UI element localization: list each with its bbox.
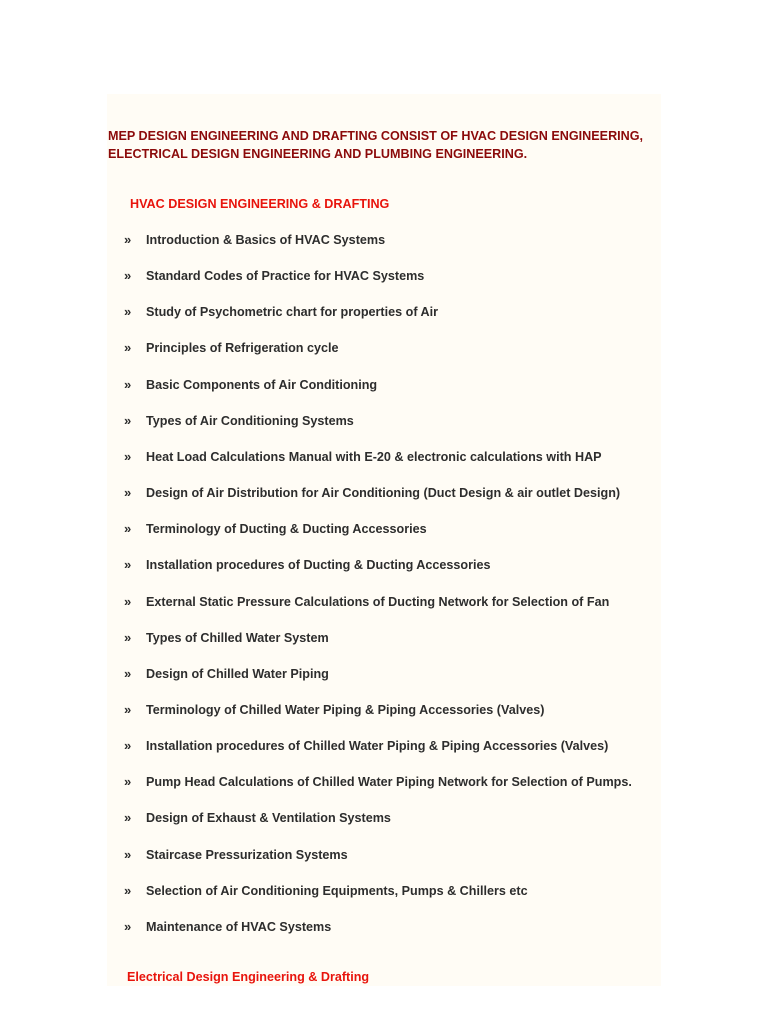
topic-item (124, 809, 391, 827)
hvac-section-heading: HVAC DESIGN ENGINEERING & DRAFTING (130, 197, 390, 211)
topic-label: External Static Pressure Calculations of Ducting Network for Selection of Fan (146, 594, 610, 609)
topic-label: Heat Load Calculations Manual with E-20 & electronic calculations with HAP (146, 449, 602, 464)
topic-item (124, 339, 338, 357)
topic-item (124, 629, 329, 647)
topic-label: Types of Chilled Water System (146, 630, 329, 645)
double-chevron-bullet-icon: » (124, 521, 132, 537)
double-chevron-bullet-icon: » (124, 593, 132, 609)
topic-label: Terminology of Ducting & Ducting Accessories (146, 522, 427, 537)
double-chevron-bullet-icon: » (124, 448, 132, 464)
topic-label: Design of Exhaust & Ventilation Systems (146, 811, 391, 826)
topic-item (124, 412, 354, 430)
double-chevron-bullet-icon: » (124, 376, 132, 392)
double-chevron-bullet-icon: » (124, 810, 132, 826)
double-chevron-bullet-icon: » (124, 882, 132, 898)
double-chevron-bullet-icon: » (124, 232, 132, 247)
double-chevron-bullet-icon: » (124, 702, 132, 717)
topic-item (124, 593, 609, 611)
topic-label: Types of Air Conditioning Systems (146, 413, 354, 428)
topic-label: Maintenance of HVAC Systems (146, 919, 332, 934)
topic-label: Design of Chilled Water Piping (146, 666, 329, 681)
double-chevron-bullet-icon: » (124, 738, 132, 754)
topic-item (124, 882, 528, 900)
topic-label: Principles of Refrigeration cycle (146, 341, 339, 356)
double-chevron-bullet-icon: » (124, 629, 132, 645)
double-chevron-bullet-icon: » (124, 485, 132, 500)
topic-item (124, 556, 491, 574)
double-chevron-bullet-icon: » (124, 774, 132, 790)
topic-label: Staircase Pressurization Systems (146, 847, 348, 862)
topic-item (124, 484, 620, 502)
double-chevron-bullet-icon: » (124, 665, 132, 681)
double-chevron-bullet-icon: » (124, 340, 132, 356)
topic-item (124, 376, 377, 394)
topic-label: Introduction & Basics of HVAC Systems (146, 233, 386, 247)
topic-label: Basic Components of Air Conditioning (146, 377, 378, 392)
topic-item (124, 846, 348, 864)
topic-label: Selection of Air Conditioning Equipments, Pumps & Chillers etc (146, 883, 528, 898)
topic-label: Installation procedures of Chilled Water Piping & Piping Accessories (Valves) (146, 739, 609, 754)
topic-label: Study of Psychometric chart for properties of Air (146, 305, 439, 320)
topic-item (124, 520, 427, 538)
topic-item (124, 701, 544, 719)
topic-item (124, 448, 602, 466)
double-chevron-bullet-icon: » (124, 846, 132, 862)
topic-label: Design of Air Distribution for Air Conditioning (Duct Design & air outlet Design) (146, 486, 621, 500)
double-chevron-bullet-icon: » (124, 918, 132, 934)
topic-label: Pump Head Calculations of Chilled Water Piping Network for Selection of Pumps. (146, 775, 632, 790)
topic-label: Standard Codes of Practice for HVAC Systems (146, 269, 425, 284)
intro-paragraph: MEP DESIGN ENGINEERING AND DRAFTING CONSIST OF HVAC DESIGN ENGINEERING, ELECTRICAL DESIGN ENGINEERING AND PLUMBING ENGINEERING. (108, 129, 644, 161)
topic-item (124, 267, 424, 285)
double-chevron-bullet-icon: » (124, 412, 132, 428)
topic-item (124, 303, 438, 321)
electrical-section-heading: Electrical Design Engineering & Drafting (127, 970, 370, 984)
double-chevron-bullet-icon: » (124, 268, 132, 284)
topic-item (124, 665, 329, 683)
topic-item (124, 231, 385, 249)
topic-label: Installation procedures of Ducting & Ducting Accessories (146, 558, 491, 573)
topic-item (124, 737, 608, 755)
topic-item (124, 773, 632, 791)
double-chevron-bullet-icon: » (124, 304, 132, 320)
topic-item (124, 918, 331, 936)
double-chevron-bullet-icon: » (124, 557, 132, 573)
topic-label: Terminology of Chilled Water Piping & Piping Accessories (Valves) (146, 703, 545, 717)
